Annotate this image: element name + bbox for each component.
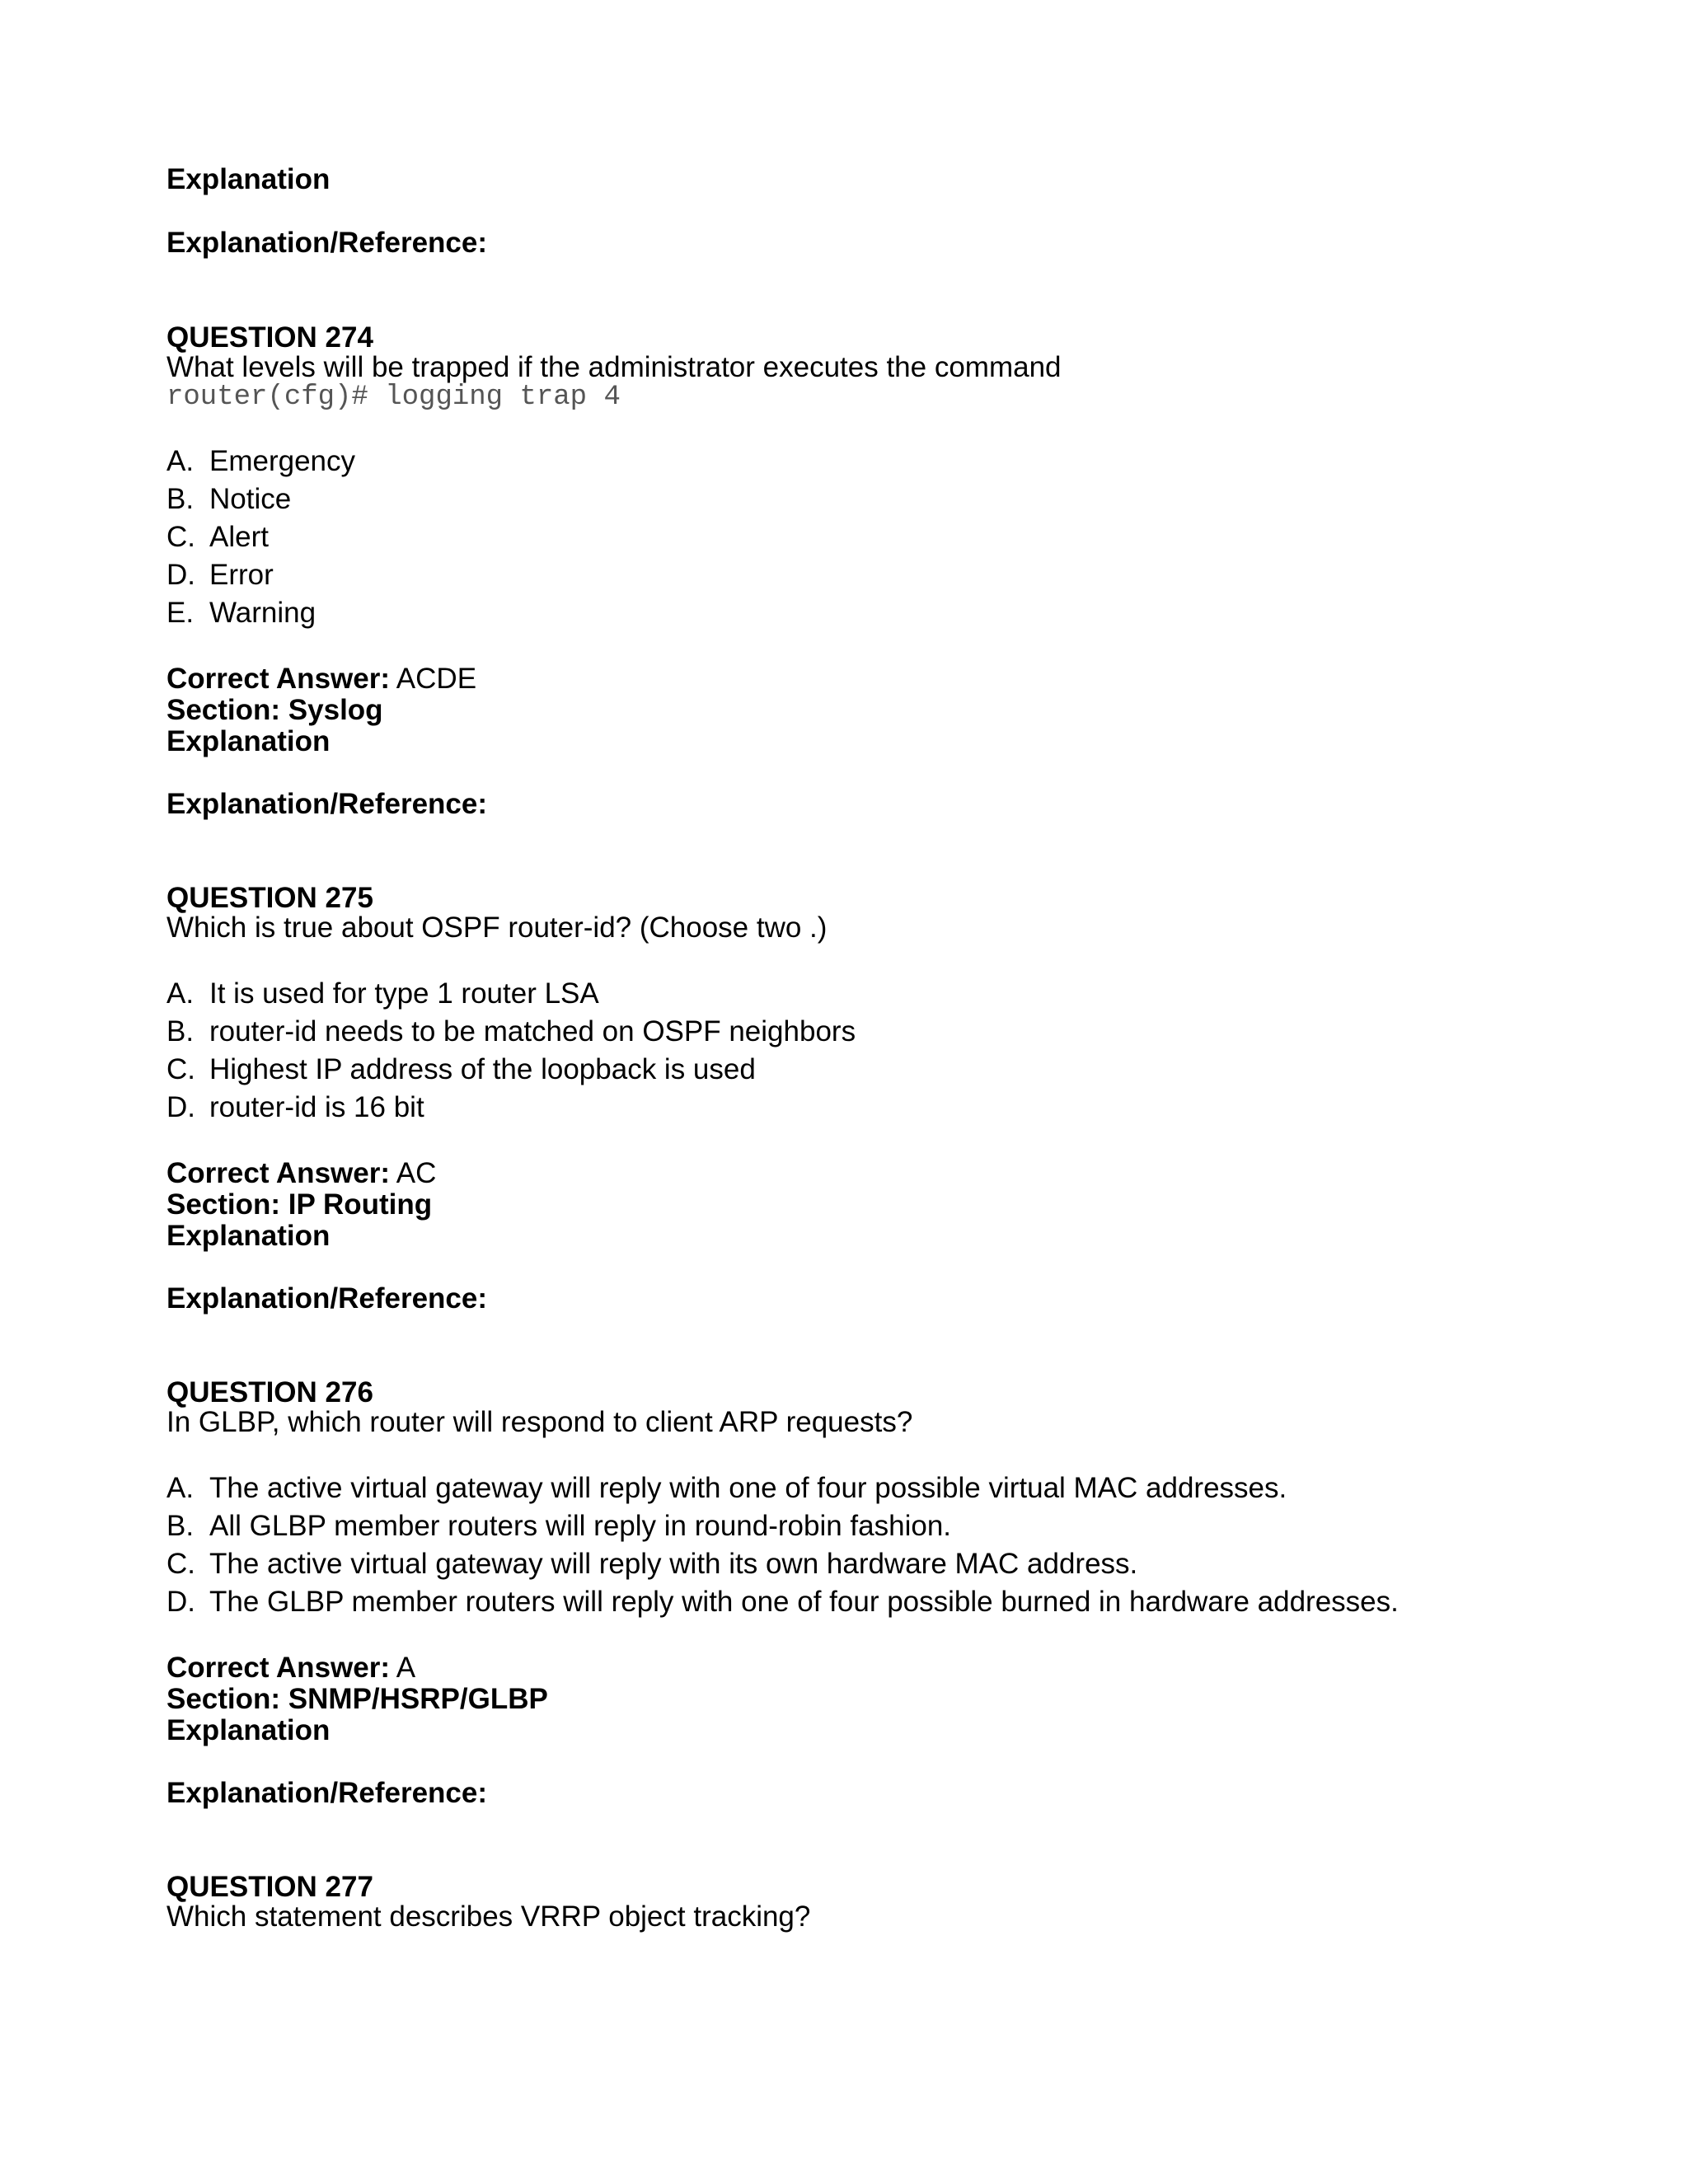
option-text: All GLBP member routers will reply in round-robin fashion. <box>209 1510 952 1542</box>
option-text: The active virtual gateway will reply with one of four possible virtual MAC addresses. <box>209 1472 1287 1504</box>
correct-answer-value: AC <box>396 1157 437 1189</box>
option-letter: E. <box>166 597 195 629</box>
option-text: Highest IP address of the loopback is used <box>209 1053 756 1085</box>
answer-option <box>166 1548 1137 1581</box>
question-title: QUESTION 275 <box>166 882 373 914</box>
option-letter: D. <box>166 559 195 591</box>
question-text: What levels will be trapped if the administrator executes the command <box>166 351 1062 383</box>
section-label: Section: IP Routing <box>166 1188 433 1221</box>
option-letter: B. <box>166 1015 195 1047</box>
answer-option <box>166 1091 424 1124</box>
option-text: router-id needs to be matched on OSPF neighbors <box>209 1015 856 1047</box>
question-text: In GLBP, which router will respond to client ARP requests? <box>166 1406 913 1438</box>
explanation-reference-heading: Explanation/Reference: <box>166 227 487 259</box>
question-title: QUESTION 276 <box>166 1376 373 1408</box>
correct-answer <box>166 1652 415 1685</box>
correct-answer-value: ACDE <box>396 663 477 695</box>
answer-option <box>166 1015 856 1048</box>
explanation-reference-heading: Explanation/Reference: <box>166 1282 487 1315</box>
explanation-reference-heading: Explanation/Reference: <box>166 1777 487 1809</box>
option-text: The active virtual gateway will reply with its own hardware MAC address. <box>209 1548 1138 1580</box>
question-title: QUESTION 277 <box>166 1871 373 1903</box>
option-letter: D. <box>166 1091 195 1123</box>
explanation-heading: Explanation <box>166 1714 331 1746</box>
answer-option <box>166 559 274 592</box>
correct-answer-label: Correct Answer: <box>166 1157 390 1189</box>
correct-answer-value: A <box>396 1652 416 1684</box>
option-text: Emergency <box>209 445 356 477</box>
option-letter: B. <box>166 1510 195 1542</box>
answer-option <box>166 597 316 630</box>
correct-answer-label: Correct Answer: <box>166 1652 390 1684</box>
question-text: Which statement describes VRRP object tracking? <box>166 1900 811 1933</box>
option-letter: C. <box>166 1053 195 1085</box>
answer-option <box>166 1472 1287 1505</box>
section-label: Section: Syslog <box>166 694 383 726</box>
correct-answer <box>166 1157 436 1190</box>
answer-option <box>166 1586 1399 1619</box>
explanation-reference-heading: Explanation/Reference: <box>166 788 487 820</box>
option-letter: C. <box>166 521 195 553</box>
option-letter: A. <box>166 1472 195 1504</box>
explanation-heading: Explanation <box>166 725 331 757</box>
option-text: router-id is 16 bit <box>209 1091 424 1123</box>
option-text: It is used for type 1 router LSA <box>209 977 599 1010</box>
option-text: Error <box>209 559 274 591</box>
question-text: Which is true about OSPF router-id? (Choose two .) <box>166 912 828 944</box>
answer-option <box>166 445 355 478</box>
option-text: Notice <box>209 483 292 515</box>
option-letter: D. <box>166 1586 195 1618</box>
explanation-heading: Explanation <box>166 163 331 195</box>
correct-answer-label: Correct Answer: <box>166 663 390 695</box>
correct-answer <box>166 663 476 696</box>
option-text: Warning <box>209 597 316 629</box>
option-letter: C. <box>166 1548 195 1580</box>
question-command: router(cfg)# logging trap 4 <box>166 382 621 413</box>
option-text: The GLBP member routers will reply with one of four possible burned in hardware addresses. <box>209 1586 1399 1618</box>
option-text: Alert <box>209 521 269 553</box>
answer-option <box>166 1510 951 1543</box>
question-title: QUESTION 274 <box>166 321 373 354</box>
option-letter: B. <box>166 483 195 515</box>
explanation-heading: Explanation <box>166 1220 331 1252</box>
answer-option <box>166 483 291 516</box>
option-letter: A. <box>166 445 195 477</box>
section-label: Section: SNMP/HSRP/GLBP <box>166 1683 548 1715</box>
answer-option <box>166 977 599 1010</box>
answer-option <box>166 1053 756 1086</box>
answer-option <box>166 521 269 554</box>
option-letter: A. <box>166 977 195 1010</box>
